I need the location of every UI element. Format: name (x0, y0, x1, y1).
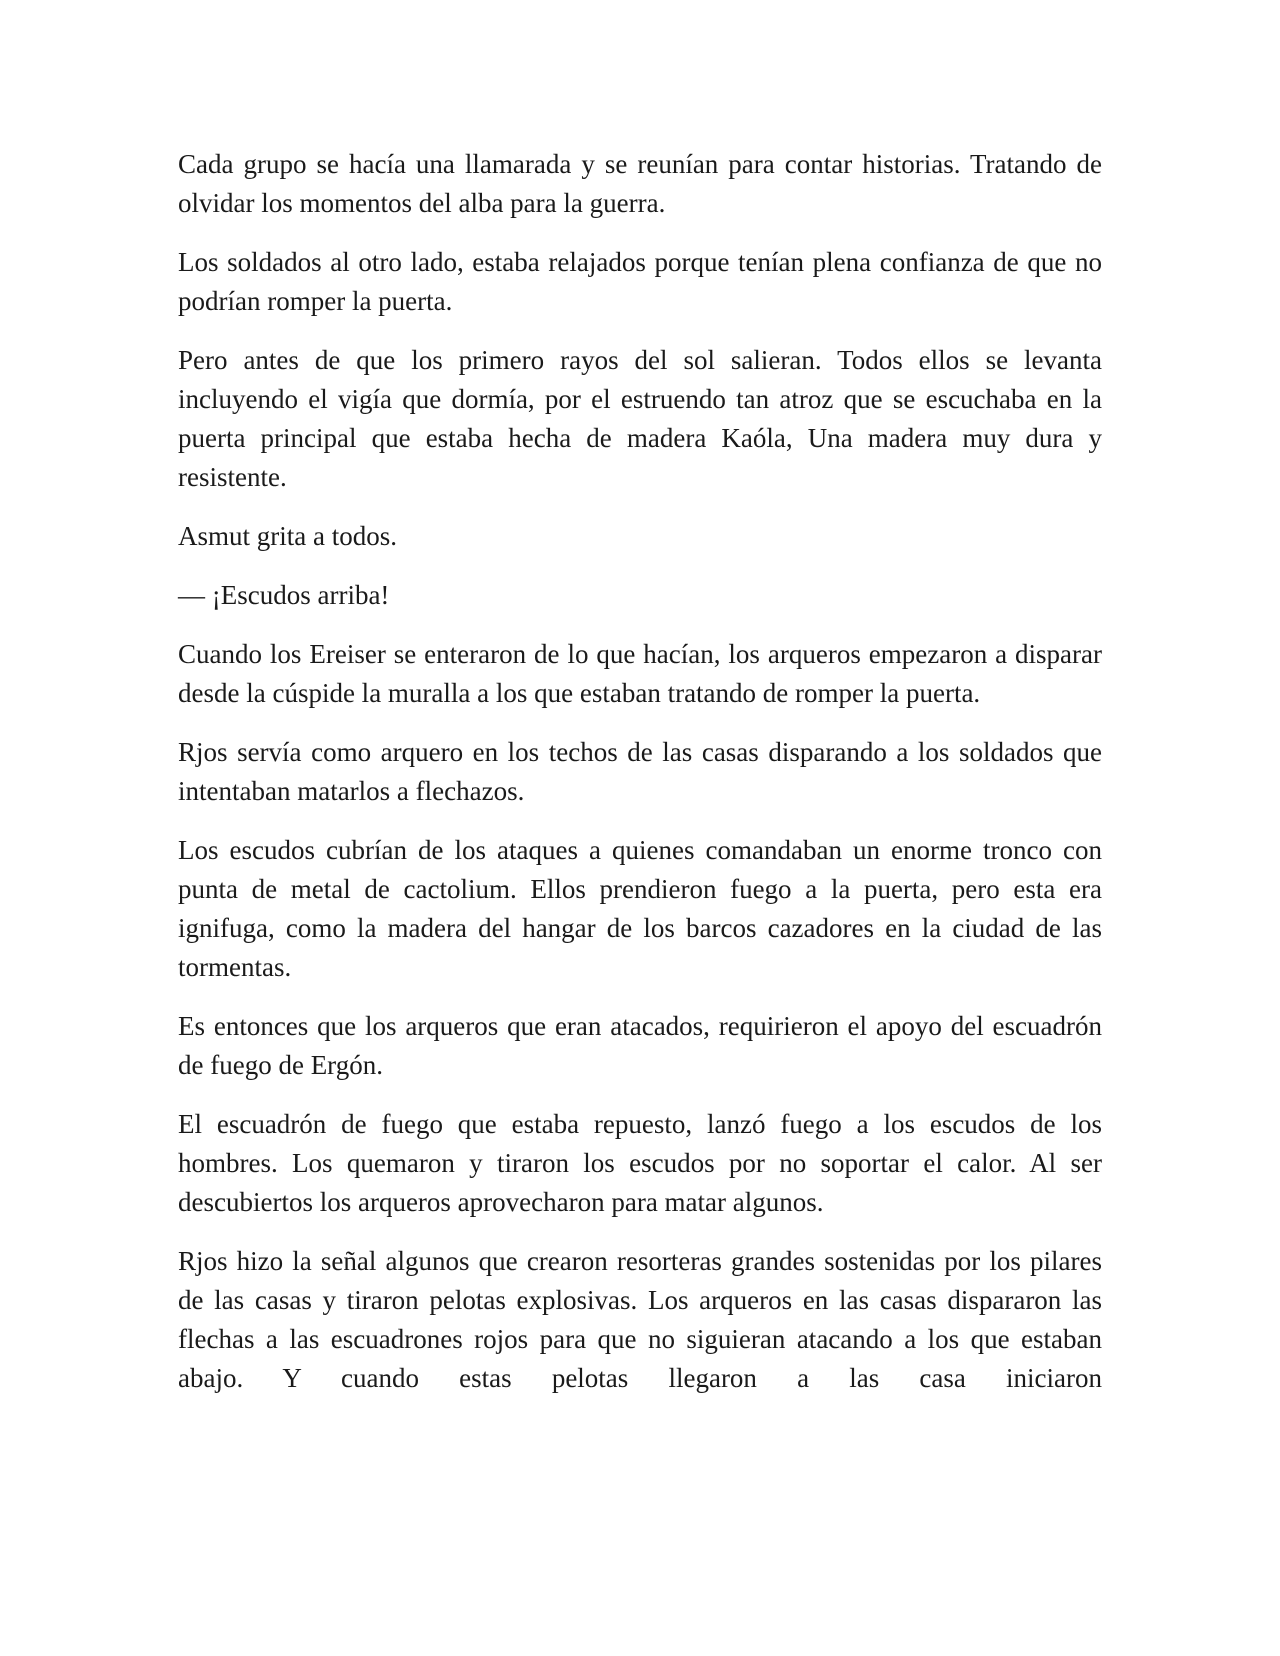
paragraph: Los escudos cubrían de los ataques a quienes comandaban un enorme tronco con punta de metal de cactolium. Ellos prendieron fuego a la puerta, pero esta era ignifuga, como la madera del hangar de los barcos cazadores en la ciudad de las tormentas. (178, 835, 1102, 982)
paragraph: Pero antes de que los primero rayos del sol salieran. Todos ellos se levanta incluyendo el vigía que dormía, por el estruendo tan atroz que se escuchaba en la puerta principal que estaba hecha de madera Kaóla, Una madera muy dura y resistente. (178, 345, 1102, 492)
paragraph: Asmut grita a todos. (178, 521, 397, 551)
paragraph: Es entonces que los arqueros que eran atacados, requirieron el apoyo del escuadrón de fuego de Ergón. (178, 1011, 1102, 1080)
paragraph: Cuando los Ereiser se enteraron de lo que hacían, los arqueros empezaron a disparar desde la cúspide la muralla a los que estaban tratando de romper la puerta. (178, 639, 1102, 708)
paragraph: Los soldados al otro lado, estaba relajados porque tenían plena confianza de que no podrían romper la puerta. (178, 247, 1102, 316)
paragraph: Rjos servía como arquero en los techos de las casas disparando a los soldados que intentaban matarlos a flechazos. (178, 737, 1102, 806)
dialogue-line: — ¡Escudos arriba! (178, 580, 390, 610)
paragraph: Cada grupo se hacía una llamarada y se reunían para contar historias. Tratando de olvidar los momentos del alba para la guerra. (178, 149, 1102, 218)
paragraph: Rjos hizo la señal algunos que crearon resorteras grandes sostenidas por los pilares de las casas y tiraron pelotas explosivas. Los arqueros en las casas dispararon las flechas a las escuadrones rojos para que no siguieran atacando a los que estaban abajo. Y cuando estas pelotas llegaron a las casa iniciaron (178, 1246, 1102, 1393)
paragraph: El escuadrón de fuego que estaba repuesto, lanzó fuego a los escudos de los hombres. Los quemaron y tiraron los escudos por no soportar el calor. Al ser descubiertos los arqueros aprovecharon para matar algunos. (178, 1109, 1102, 1217)
page-body (178, 145, 1102, 1398)
